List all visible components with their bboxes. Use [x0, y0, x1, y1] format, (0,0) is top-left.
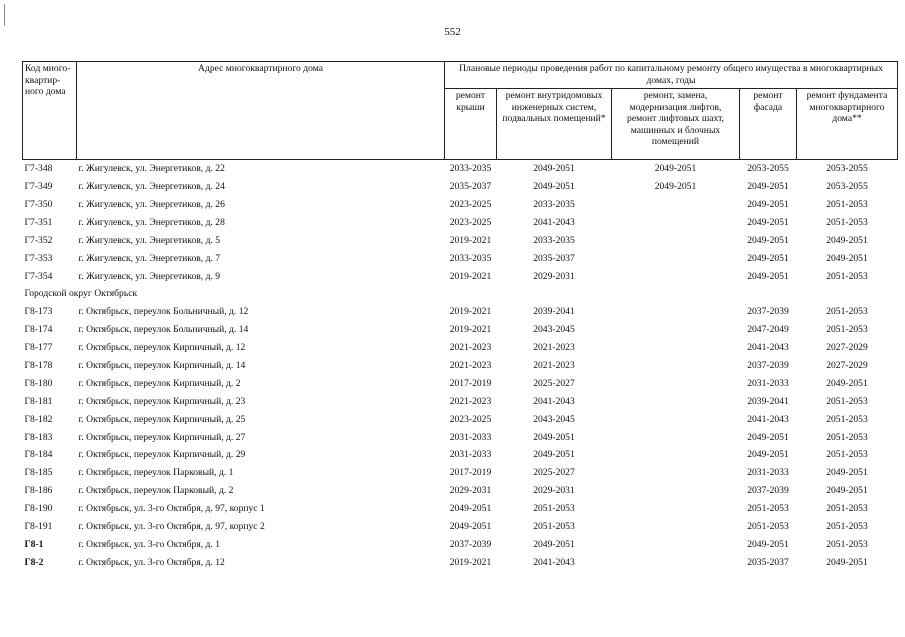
row-foundation-period: 2049-2051 — [826, 377, 868, 389]
row-engineering-period: 2029-2031 — [533, 270, 575, 282]
row-engineering-period: 2021-2023 — [533, 342, 575, 354]
row-roof-period: 2049-2051 — [449, 503, 492, 515]
row-facade-period: 2037-2039 — [747, 306, 789, 318]
row-facade-period: 2031-2033 — [747, 377, 789, 389]
row-roof-period: 2023-2025 — [449, 216, 492, 228]
capital-repair-table — [22, 61, 898, 571]
row-address: г. Октябрьск, переулок Парковый, д. 2 — [78, 485, 234, 497]
row-code: Г8-178 — [24, 359, 53, 371]
row-engineering-period: 2021-2023 — [533, 359, 575, 371]
row-facade-period: 2035-2037 — [747, 556, 789, 568]
row-facade-period: 2049-2051 — [747, 538, 789, 550]
row-address: г. Октябрьск, ул. 3-го Октября, д. 12 — [78, 556, 225, 568]
table-row — [23, 500, 898, 518]
row-roof-period: 2029-2031 — [449, 485, 492, 497]
row-engineering-period: 2049-2051 — [533, 181, 575, 193]
row-address: г. Октябрьск, переулок Кирпичный, д. 14 — [78, 359, 246, 371]
row-address: г. Октябрьск, переулок Больничный, д. 14 — [78, 324, 249, 336]
row-foundation-period: 2051-2053 — [826, 449, 868, 461]
row-foundation-period: 2053-2055 — [826, 163, 868, 175]
row-engineering-period: 2049-2051 — [533, 538, 575, 550]
row-roof-period: 2021-2023 — [449, 342, 492, 354]
row-address: г. Октябрьск, переулок Больничный, д. 12 — [78, 306, 249, 318]
row-address: г. Жигулевск, ул. Энергетиков, д. 9 — [78, 270, 221, 282]
row-facade-period: 2041-2043 — [747, 413, 789, 425]
row-lifts-period — [612, 554, 740, 572]
district-title: Городской округ Октябрьск — [24, 288, 138, 300]
table-body-zhigulevsk — [23, 160, 898, 286]
row-address: г. Октябрьск, переулок Парковый, д. 1 — [78, 467, 234, 479]
table-row — [23, 303, 898, 321]
row-facade-period: 2041-2043 — [747, 342, 789, 354]
table-row — [23, 536, 898, 554]
row-lifts-period — [612, 428, 740, 446]
row-lifts-period — [612, 232, 740, 250]
row-address: г. Октябрьск, ул. 3-го Октября, д. 97, корпус 2 — [78, 521, 265, 532]
row-address: г. Жигулевск, ул. Энергетиков, д. 22 — [78, 163, 225, 175]
row-lifts-period — [612, 464, 740, 482]
row-address: г. Октябрьск, переулок Кирпичный, д. 12 — [78, 342, 246, 354]
row-foundation-period: 2049-2051 — [826, 467, 868, 479]
row-foundation-period: 2051-2053 — [826, 503, 868, 515]
row-engineering-period: 2035-2037 — [533, 252, 575, 264]
table-row — [23, 178, 898, 196]
row-foundation-period: 2051-2053 — [826, 198, 868, 210]
row-facade-period: 2049-2051 — [747, 198, 789, 210]
row-address: г. Октябрьск, ул. 3-го Октября, д. 97, корпус 1 — [78, 503, 265, 515]
table-row — [23, 393, 898, 411]
row-facade-period: 2049-2051 — [747, 234, 789, 246]
row-roof-period: 2019-2021 — [449, 234, 492, 246]
row-roof-period: 2019-2021 — [449, 306, 492, 318]
row-lifts-period — [612, 375, 740, 393]
row-engineering-period: 2025-2027 — [533, 467, 575, 479]
row-foundation-period: 2051-2053 — [826, 521, 868, 532]
header-roof: ремонт крыши — [445, 89, 497, 160]
row-roof-period: 2035-2037 — [449, 181, 492, 193]
row-address: г. Октябрьск, ул. 3-го Октября, д. 1 — [78, 538, 221, 550]
row-engineering-period: 2043-2045 — [533, 413, 575, 425]
row-roof-period: 2031-2033 — [449, 449, 492, 461]
row-engineering-period: 2039-2041 — [533, 306, 575, 318]
row-foundation-period: 2049-2051 — [826, 234, 868, 246]
row-engineering-period: 2043-2045 — [533, 324, 575, 336]
header-address: Адрес многоквартирного дома — [77, 62, 445, 160]
row-code: Г7-352 — [24, 234, 53, 246]
row-roof-period: 2019-2021 — [449, 556, 492, 568]
table-row — [23, 357, 898, 375]
row-lifts-period — [612, 446, 740, 464]
row-engineering-period: 2041-2043 — [533, 395, 575, 407]
row-address: г. Жигулевск, ул. Энергетиков, д. 26 — [78, 198, 225, 210]
row-foundation-period: 2053-2055 — [826, 181, 868, 193]
row-facade-period: 2037-2039 — [747, 485, 789, 497]
row-roof-period: 2021-2023 — [449, 359, 492, 371]
row-code: Г8-190 — [24, 503, 53, 515]
row-code: Г8-182 — [24, 413, 53, 425]
row-lifts-period — [612, 214, 740, 232]
table-row — [23, 410, 898, 428]
table-row — [23, 267, 898, 285]
row-code: Г7-351 — [24, 216, 53, 228]
row-address: г. Жигулевск, ул. Энергетиков, д. 5 — [78, 234, 221, 246]
row-roof-period: 2023-2025 — [449, 413, 492, 425]
row-address: г. Жигулевск, ул. Энергетиков, д. 24 — [78, 181, 225, 193]
row-foundation-period: 2051-2053 — [826, 431, 868, 443]
row-engineering-period: 2051-2053 — [533, 521, 575, 532]
row-address: г. Октябрьск, переулок Кирпичный, д. 2 — [78, 377, 241, 389]
row-lifts-period — [612, 196, 740, 214]
row-code: Г8-2 — [24, 556, 44, 568]
row-engineering-period: 2041-2043 — [533, 216, 575, 228]
table-row — [23, 554, 898, 572]
row-roof-period: 2037-2039 — [449, 538, 492, 550]
row-foundation-period: 2051-2053 — [826, 306, 868, 318]
row-address: г. Октябрьск, переулок Кирпичный, д. 25 — [78, 413, 246, 425]
row-facade-period: 2039-2041 — [747, 395, 789, 407]
row-lifts-period — [612, 357, 740, 375]
row-lifts-period — [612, 321, 740, 339]
row-roof-period: 2033-2035 — [449, 252, 492, 264]
table-row — [23, 482, 898, 500]
row-address: г. Жигулевск, ул. Энергетиков, д. 28 — [78, 216, 225, 228]
row-lifts-period — [612, 410, 740, 428]
scan-edge-line — [4, 4, 5, 26]
row-code: Г8-181 — [24, 395, 53, 407]
row-roof-period: 2031-2033 — [449, 431, 492, 443]
district-section — [23, 285, 898, 303]
row-roof-period: 2023-2025 — [449, 198, 492, 210]
row-code: Г7-349 — [24, 181, 53, 193]
row-foundation-period: 2051-2053 — [826, 395, 868, 407]
row-engineering-period: 2025-2027 — [533, 377, 575, 389]
table-row — [23, 249, 898, 267]
row-lifts-period — [612, 536, 740, 554]
table-row — [23, 232, 898, 250]
row-engineering-period: 2049-2051 — [533, 431, 575, 443]
district-row — [23, 285, 898, 303]
row-foundation-period: 2051-2053 — [826, 216, 868, 228]
row-engineering-period: 2049-2051 — [533, 449, 575, 461]
row-facade-period: 2049-2051 — [747, 181, 789, 193]
table-row — [23, 160, 898, 178]
row-engineering-period: 2029-2031 — [533, 485, 575, 497]
row-roof-period: 2021-2023 — [449, 395, 492, 407]
row-lifts-period: 2049-2051 — [654, 181, 697, 193]
row-facade-period: 2031-2033 — [747, 467, 789, 479]
row-engineering-period: 2041-2043 — [533, 556, 575, 568]
row-foundation-period: 2049-2051 — [826, 252, 868, 264]
table-row — [23, 339, 898, 357]
row-engineering-period: 2033-2035 — [533, 198, 575, 210]
row-lifts-period — [612, 303, 740, 321]
row-foundation-period: 2051-2053 — [826, 538, 868, 550]
table-body-oktyabrsk — [23, 303, 898, 571]
row-code: Г8-177 — [24, 342, 53, 354]
row-lifts-period — [612, 249, 740, 267]
row-code: Г8-173 — [24, 306, 53, 318]
row-facade-period: 2049-2051 — [747, 252, 789, 264]
row-lifts-period — [612, 393, 740, 411]
header-periods: Плановые периоды проведения работ по капитальному ремонту общего имущества в многоквартирных домах, годы — [445, 62, 898, 89]
row-code: Г7-353 — [24, 252, 53, 264]
row-code: Г8-185 — [24, 467, 53, 479]
row-code: Г7-350 — [24, 198, 53, 210]
row-code: Г8-191 — [24, 521, 53, 532]
table-row — [23, 214, 898, 232]
row-foundation-period: 2027-2029 — [826, 359, 868, 371]
row-address: г. Жигулевск, ул. Энергетиков, д. 7 — [78, 252, 221, 264]
row-code: Г8-183 — [24, 431, 53, 443]
header-engineering: ремонт внутридомовых инженерных систем, подвальных помещений* — [497, 89, 612, 160]
row-roof-period: 2019-2021 — [449, 270, 492, 282]
header-facade: ремонт фасада — [740, 89, 797, 160]
table-row — [23, 196, 898, 214]
row-facade-period: 2037-2039 — [747, 359, 789, 371]
row-facade-period: 2049-2051 — [747, 431, 789, 443]
row-foundation-period: 2051-2053 — [826, 270, 868, 282]
page-number: 552 — [444, 26, 461, 38]
row-foundation-period: 2049-2051 — [826, 485, 868, 497]
row-foundation-period: 2051-2053 — [826, 324, 868, 336]
row-code: Г8-180 — [24, 377, 53, 389]
row-code: Г7-348 — [24, 163, 53, 175]
row-foundation-period: 2051-2053 — [826, 413, 868, 425]
row-lifts-period — [612, 339, 740, 357]
row-engineering-period: 2051-2053 — [533, 503, 575, 515]
row-facade-period: 2053-2055 — [747, 163, 789, 175]
header-foundation: ремонт фундамента многоквартирного дома** — [797, 89, 898, 160]
row-roof-period: 2019-2021 — [449, 324, 492, 336]
header-code: Код много-квартир-ного дома — [23, 62, 77, 160]
table-row — [23, 464, 898, 482]
row-foundation-period: 2049-2051 — [826, 556, 868, 568]
row-address: г. Октябрьск, переулок Кирпичный, д. 23 — [78, 395, 246, 407]
table-row — [23, 518, 898, 536]
row-code: Г7-354 — [24, 270, 53, 282]
row-facade-period: 2051-2053 — [747, 521, 789, 532]
row-code: Г8-174 — [24, 324, 53, 336]
row-address: г. Октябрьск, переулок Кирпичный, д. 29 — [78, 449, 246, 461]
row-roof-period: 2049-2051 — [449, 521, 492, 532]
table-row — [23, 446, 898, 464]
row-facade-period: 2049-2051 — [747, 270, 789, 282]
row-lifts-period — [612, 267, 740, 285]
row-engineering-period: 2049-2051 — [533, 163, 575, 175]
row-facade-period: 2049-2051 — [747, 216, 789, 228]
row-address: г. Октябрьск, переулок Кирпичный, д. 27 — [78, 431, 246, 443]
header-lifts: ремонт, замена, модернизация лифтов, ремонт лифтовых шахт, машинных и блочных помещений — [612, 89, 740, 160]
row-code: Г8-1 — [24, 538, 44, 550]
row-facade-period: 2047-2049 — [747, 324, 789, 336]
row-code: Г8-186 — [24, 485, 53, 497]
table-row — [23, 375, 898, 393]
row-roof-period: 2033-2035 — [449, 163, 492, 175]
row-foundation-period: 2027-2029 — [826, 342, 868, 354]
row-lifts-period — [612, 518, 740, 536]
row-lifts-period — [612, 482, 740, 500]
table-row — [23, 428, 898, 446]
row-roof-period: 2017-2019 — [449, 377, 492, 389]
row-lifts-period: 2049-2051 — [654, 163, 697, 175]
row-facade-period: 2049-2051 — [747, 449, 789, 461]
row-lifts-period — [612, 500, 740, 518]
row-code: Г8-184 — [24, 449, 53, 461]
row-engineering-period: 2033-2035 — [533, 234, 575, 246]
row-facade-period: 2051-2053 — [747, 503, 789, 515]
table-row — [23, 321, 898, 339]
row-roof-period: 2017-2019 — [449, 467, 492, 479]
